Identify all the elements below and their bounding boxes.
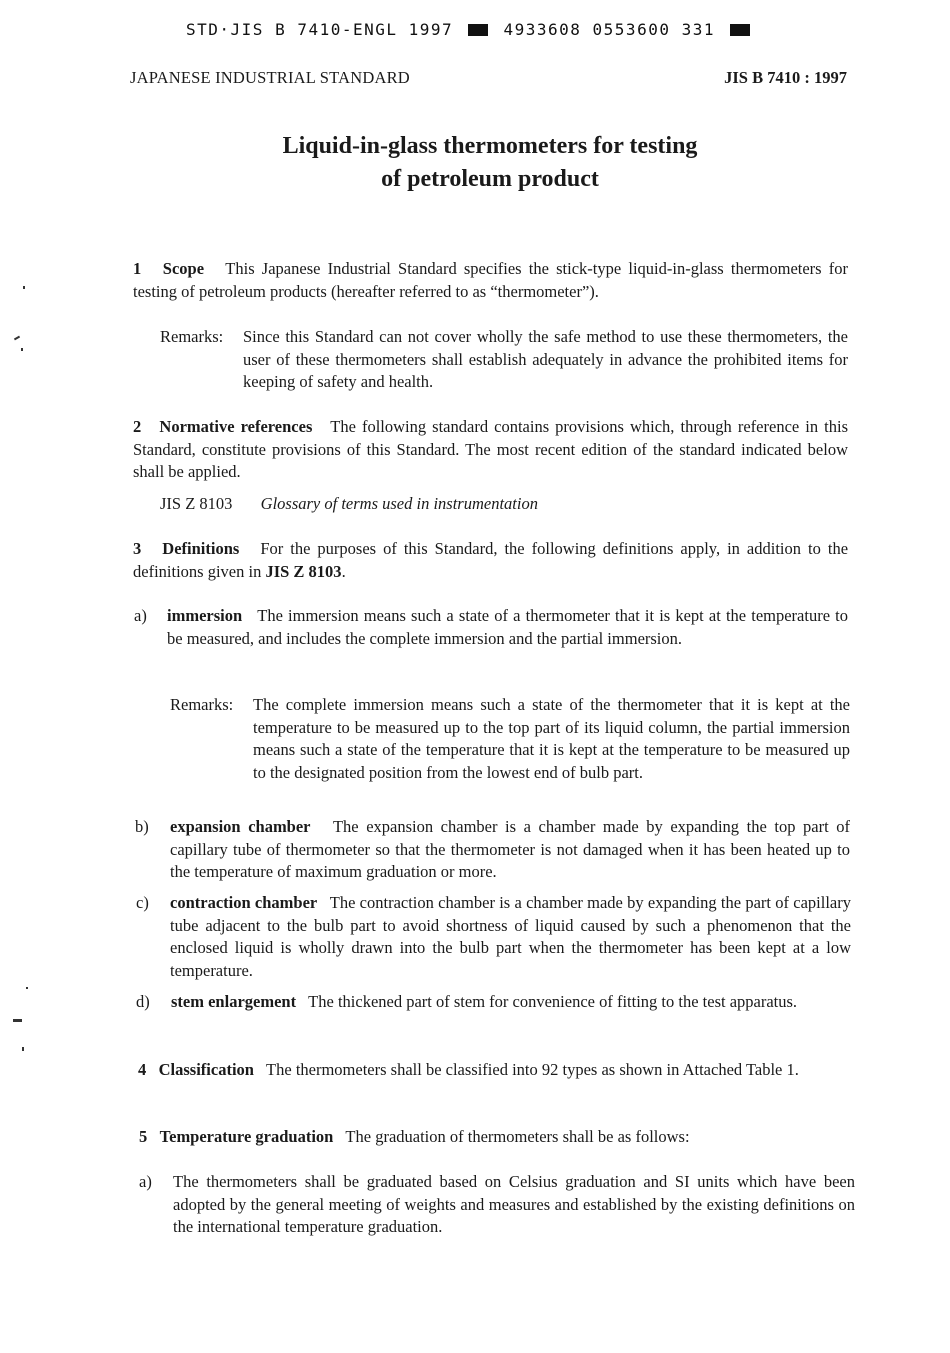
remarks-text: Since this Standard can not cover wholly the safe method to use these thermometers, the user of these thermometers shall establish adequately in advance the prohibited items for keeping of safety and health.: [243, 327, 848, 391]
section-text-end: .: [341, 561, 346, 581]
page-title: [0, 130, 950, 196]
section-heading: Temperature graduation: [159, 1127, 334, 1146]
definition-stem-enlargement: [171, 991, 853, 1014]
graduation-label-a: a): [139, 1172, 152, 1191]
stamp-block-mark-end: [730, 24, 750, 36]
reference-title: Glossary of terms used in instrumentation: [260, 494, 538, 513]
definition-label-c: c): [136, 893, 149, 912]
section-number: 4: [138, 1060, 147, 1079]
definition-term: immersion: [167, 606, 243, 625]
graduation-item-a: The thermometers shall be graduated based on Celsius graduation and SI units which have been adopted by the general meeting of weights and measures and established by the existing definitions on the international temperature graduation.: [173, 1172, 855, 1236]
title-line-2: of petroleum product: [381, 166, 599, 192]
section-number: 3: [133, 539, 142, 558]
scan-speck: [13, 1019, 22, 1022]
section-definitions: [133, 538, 848, 583]
stamp-code: STD·JIS B 7410-ENGL 1997: [186, 20, 454, 39]
scan-speck: [22, 1047, 24, 1051]
section-heading: Scope: [162, 259, 205, 278]
stamp-number: 4933608 0553600 331: [503, 20, 715, 39]
definition-immersion: [167, 605, 848, 650]
header-standard-type: JAPANESE INDUSTRIAL STANDARD: [130, 68, 410, 87]
definition-label-a: a): [134, 606, 147, 625]
definition-term: expansion chamber: [170, 817, 311, 836]
stamp-block-mark: [468, 24, 488, 36]
section-number: 2: [133, 417, 142, 436]
remarks-label: Remarks:: [160, 327, 224, 346]
section-text: The graduation of thermometers shall be as follows:: [345, 1127, 690, 1146]
section-text: For the purposes of this Standard, the following definitions apply, in addition to the definitions given in: [133, 539, 849, 581]
scan-speck: [26, 987, 28, 989]
scan-speck: [23, 286, 25, 289]
reference-entry: [160, 493, 538, 516]
section-text: This Japanese Industrial Standard specifies the stick-type liquid-in-glass thermometers for testing of petroleum products (hereafter referred to as “thermometer”).: [133, 259, 849, 301]
section-number: 1: [133, 259, 142, 278]
section-normative-references: [133, 416, 848, 484]
scan-speck: [14, 336, 20, 341]
section-heading: Definitions: [162, 539, 240, 558]
remarks-text: The complete immersion means such a state of the thermometer that it is kept at the temperature to be measured up to the top part of its liquid column, the partial immersion means such a state of the temperature that it is kept at the temperature to be measured up to the designated position from the lowest end of bulb part.: [253, 695, 850, 782]
section-heading: Classification: [158, 1060, 254, 1079]
section-text: The following standard contains provisions which, through reference in this Standard, constitute provisions of this Standard. The most recent edition of the standard indicated below shall be applied.: [133, 417, 848, 481]
definition-label-d: d): [136, 992, 150, 1011]
section-number: 5: [139, 1127, 148, 1146]
header-standard-number: JIS B 7410 : 1997: [724, 68, 847, 87]
definition-text: The thickened part of stem for convenience of fitting to the test apparatus.: [308, 992, 798, 1011]
definition-contraction-chamber: [170, 892, 851, 982]
definition-text: The expansion chamber is a chamber made by expanding the top part of capillary tube of thermometer so that the thermometer is not damaged when it has been heated up to the temperature of maximum graduation or more.: [170, 817, 851, 881]
document-stamp: [186, 20, 754, 39]
section-heading: Normative references: [159, 417, 313, 436]
definition-term: contraction chamber: [170, 893, 318, 912]
section-text-reference: JIS Z 8103: [265, 561, 342, 581]
title-line-1: Liquid-in-glass thermometers for testing: [282, 133, 698, 159]
definition-term: stem enlargement: [171, 992, 297, 1011]
scan-speck: [21, 348, 23, 351]
definition-text: The immersion means such a state of a thermometer that it is kept at the temperature to be measured, and includes the complete immersion and the partial immersion.: [167, 606, 848, 648]
section-temperature-graduation: [139, 1126, 855, 1149]
definition-label-b: b): [135, 817, 149, 836]
definition-expansion-chamber: [170, 816, 850, 884]
remarks-label: Remarks:: [170, 695, 234, 714]
reference-code: JIS Z 8103: [160, 494, 233, 513]
definition-text: The contraction chamber is a chamber made by expanding the part of capillary tube adjacent to the bulb part to avoid shortness of liquid caused by such a phenomenon that the enclosed liquid is wholly drawn into the bulb part when the thermometer has been kept at a low temperature.: [170, 893, 851, 980]
section-scope: [133, 258, 848, 303]
section-text: The thermometers shall be classified into 92 types as shown in Attached Table 1.: [266, 1060, 799, 1079]
section-classification: [138, 1059, 854, 1082]
